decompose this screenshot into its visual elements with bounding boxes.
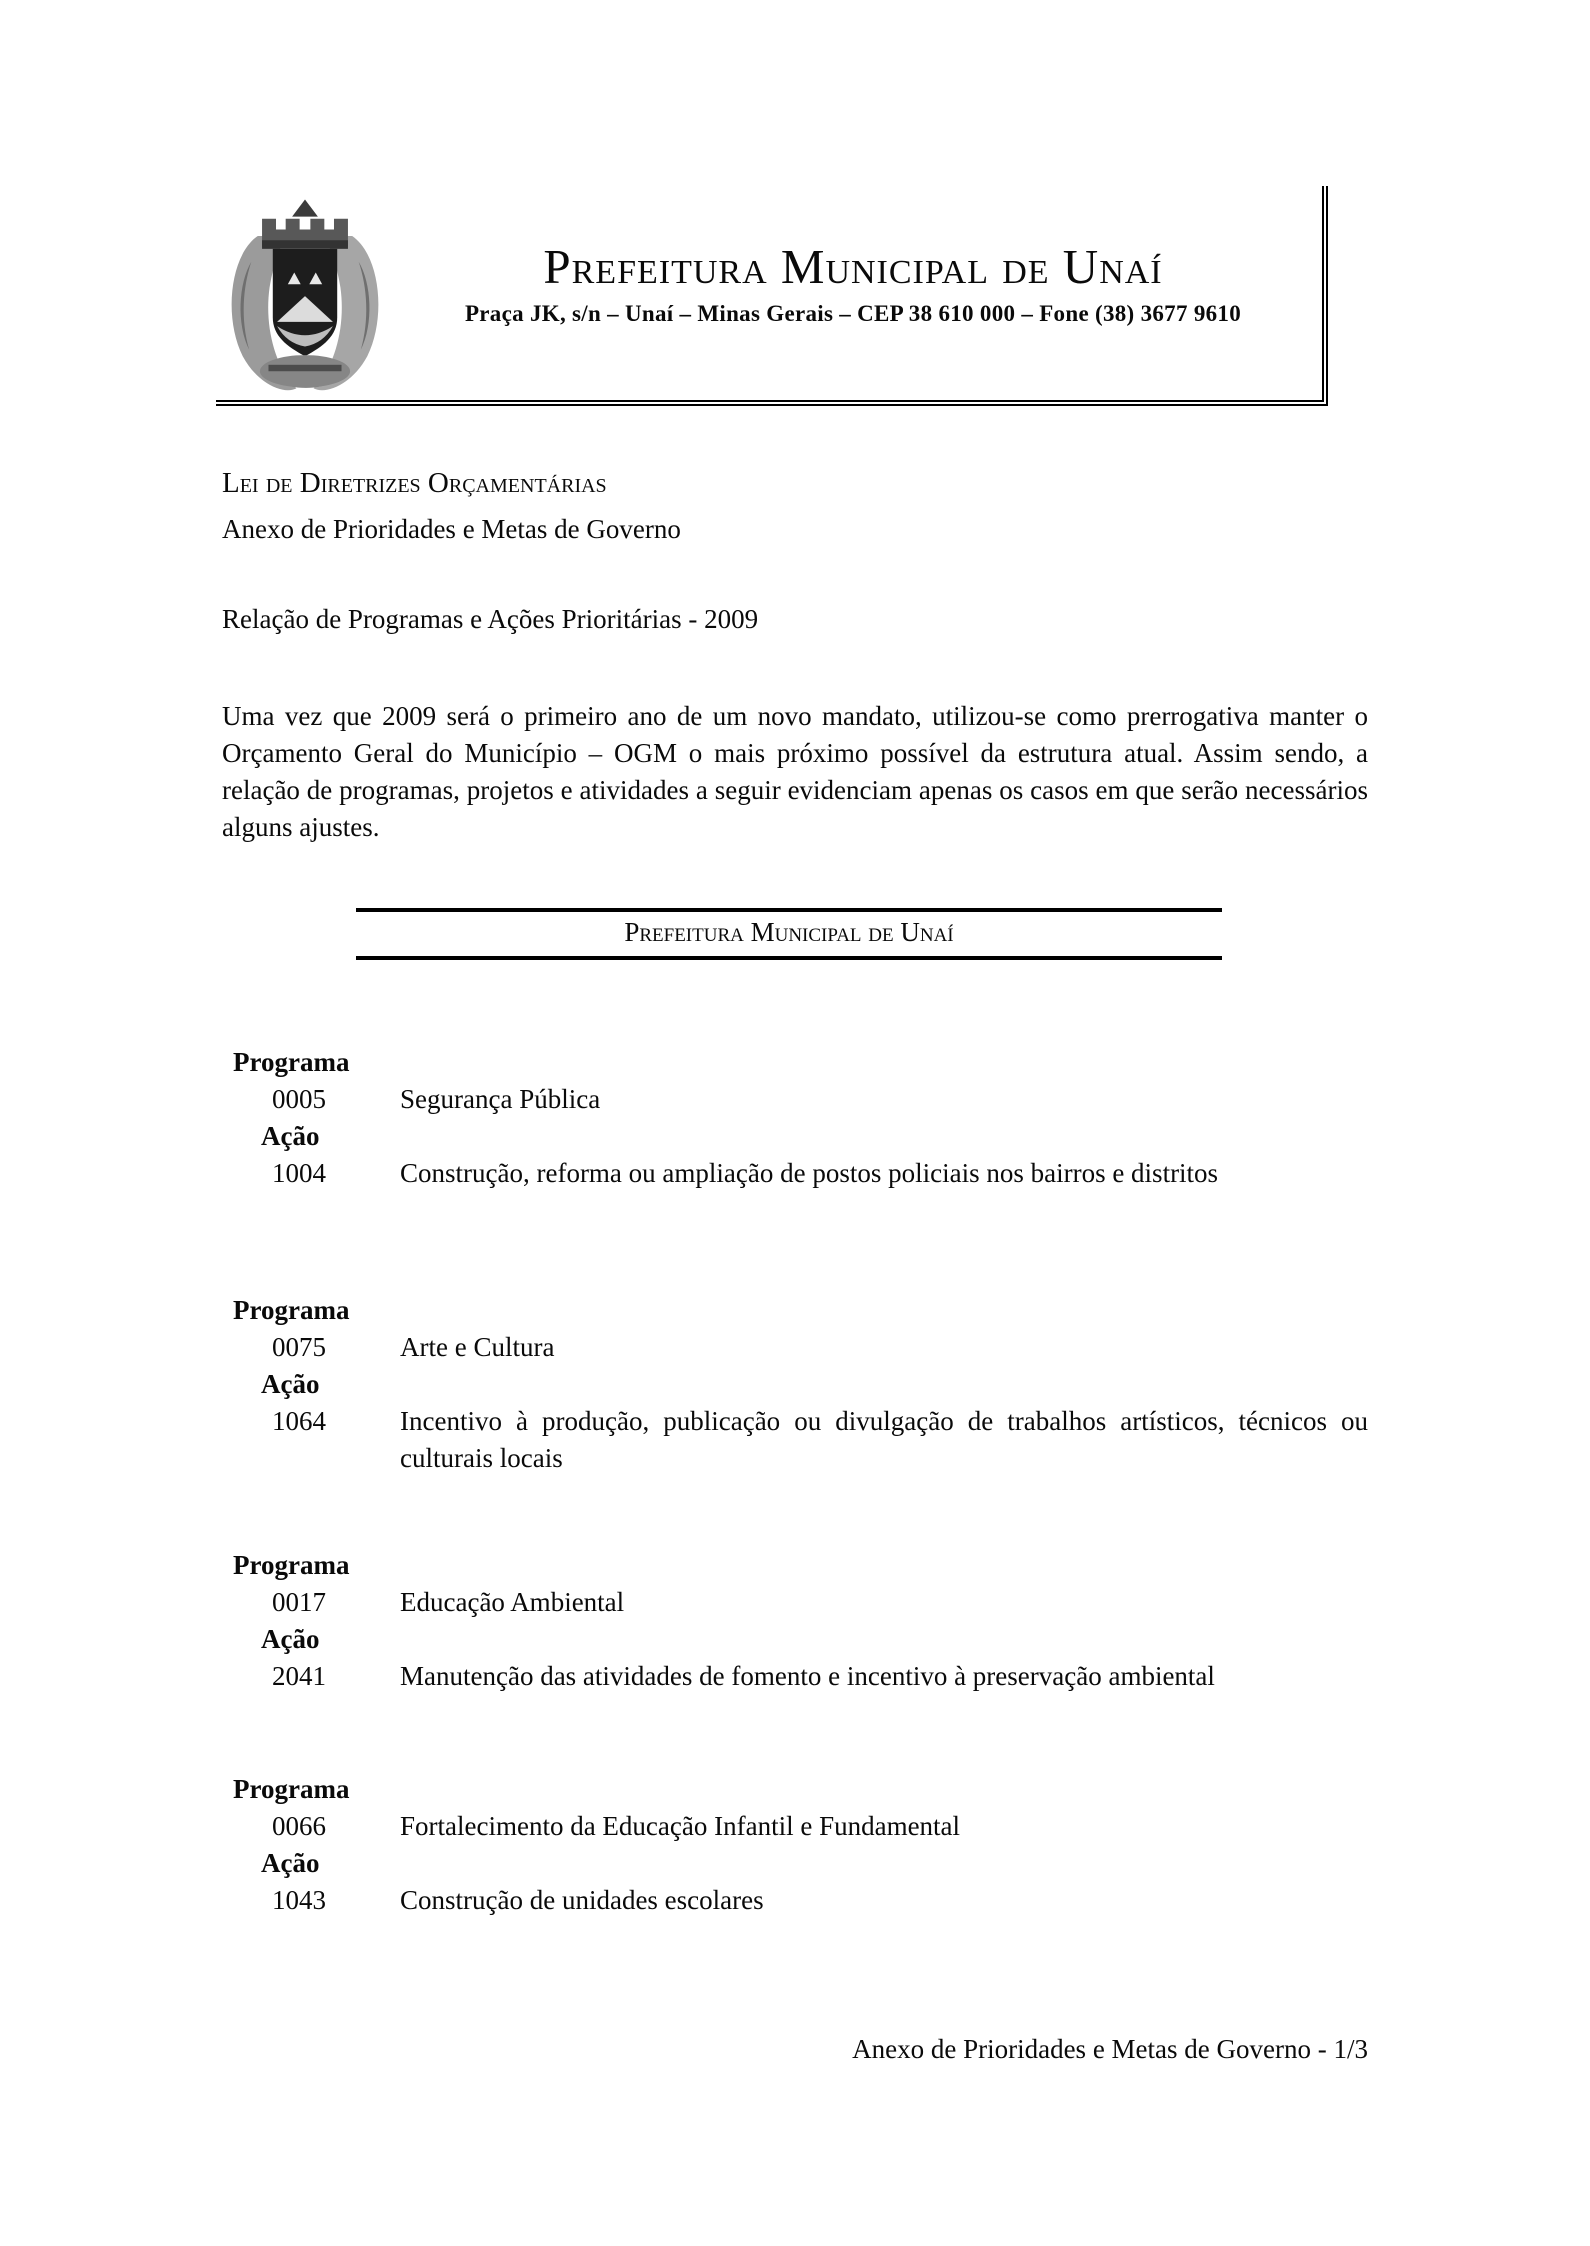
program-name: Segurança Pública	[400, 1084, 601, 1114]
program-label: Programa	[233, 1047, 350, 1077]
action-label: Ação	[261, 1369, 320, 1399]
action-name: Manutenção das atividades de fomento e incentivo à preservação ambiental	[400, 1661, 1215, 1691]
section-title: Prefeitura Municipal de Unaí	[624, 917, 954, 947]
document-content	[222, 408, 1368, 1919]
program-block	[222, 1292, 1368, 1477]
municipality-address: Praça JK, s/n – Unaí – Minas Gerais – CEP 38 610 000 – Fone (38) 3677 9610	[464, 301, 1242, 326]
program-name: Arte e Cultura	[400, 1332, 555, 1362]
program-code: 0005	[272, 1084, 326, 1114]
action-label: Ação	[261, 1121, 320, 1151]
municipality-title: Prefeitura Municipal de Unaí	[543, 239, 1163, 294]
law-title: Lei de Diretrizes Orçamentárias	[222, 467, 607, 499]
program-code: 0017	[272, 1587, 326, 1617]
program-code: 0066	[272, 1811, 326, 1841]
program-name: Educação Ambiental	[400, 1587, 625, 1617]
page-footer: Anexo de Prioridades e Metas de Governo - 1/3	[852, 2034, 1368, 2064]
action-code: 1043	[272, 1885, 326, 1915]
program-label: Programa	[233, 1295, 350, 1325]
program-code: 0075	[272, 1332, 326, 1362]
action-name: Construção de unidades escolares	[400, 1885, 764, 1915]
program-block	[222, 1771, 1368, 1919]
program-label: Programa	[233, 1550, 350, 1580]
letterhead-text	[394, 241, 1322, 345]
action-code: 1064	[272, 1406, 326, 1436]
relation-title: Relação de Programas e Ações Prioritárias - 2009	[222, 604, 759, 634]
action-code: 2041	[272, 1661, 326, 1691]
coat-of-arms-logo	[216, 193, 394, 397]
intro-paragraph: Uma vez que 2009 será o primeiro ano de um novo mandato, utilizou-se como prerrogativa manter o Orçamento Geral do Município – OGM o mais próximo possível da estrutura atual. Assim sendo, a relação de programas, projetos e atividades a seguir evidenciam apenas os casos em que serão necessários alguns ajustes.	[222, 701, 1368, 842]
annex-title: Anexo de Prioridades e Metas de Governo	[222, 514, 681, 544]
section-title-banner	[356, 908, 1222, 960]
action-code: 1004	[272, 1158, 326, 1188]
program-block	[222, 1044, 1368, 1192]
letterhead-box	[216, 186, 1328, 406]
action-label: Ação	[261, 1624, 320, 1654]
action-name: Incentivo à produção, publicação ou divulgação de trabalhos artísticos, técnicos ou culturais locais	[400, 1406, 1368, 1473]
action-name: Construção, reforma ou ampliação de postos policiais nos bairros e distritos	[400, 1158, 1219, 1188]
coat-of-arms-icon	[216, 193, 394, 397]
action-label: Ação	[261, 1848, 320, 1878]
program-block	[222, 1547, 1368, 1695]
program-name: Fortalecimento da Educação Infantil e Fundamental	[400, 1811, 961, 1841]
program-label: Programa	[233, 1774, 350, 1804]
